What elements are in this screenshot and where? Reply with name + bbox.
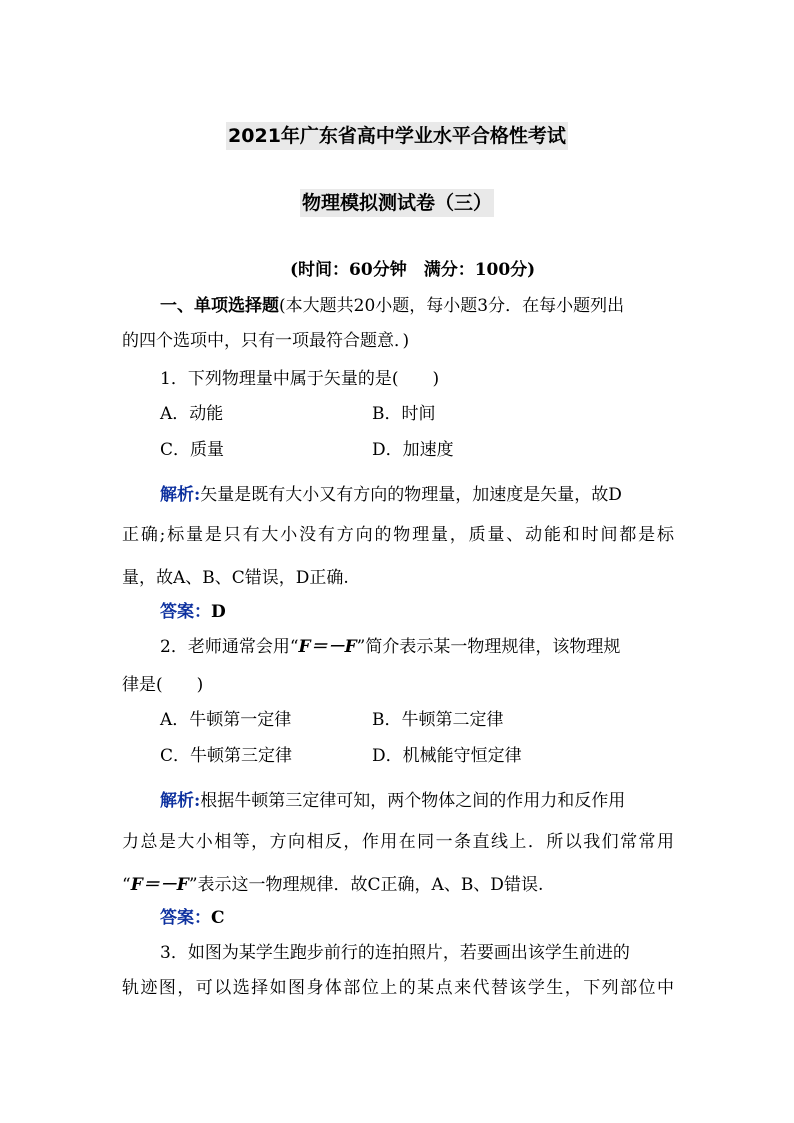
answer-label: 答案： xyxy=(160,908,211,928)
section-note-cont: 的四个选项中，只有一项最符合题意．) xyxy=(122,331,410,351)
answer-label: 答案： xyxy=(160,602,211,622)
formula: F＝－F xyxy=(130,875,189,895)
q2-analysis-line2: 力总是大小相等，方向相反，作用在同一条直线上．所以我们常常用 xyxy=(122,832,674,852)
q1-option-b: B．时间 xyxy=(372,404,436,424)
exam-title: 2021年广东省高中学业水平合格性考试 xyxy=(0,121,794,148)
q1-answer xyxy=(160,597,226,622)
q1-option-c: C．质量 xyxy=(160,440,225,460)
paper-title: 物理模拟测试卷（三） xyxy=(0,188,794,215)
answer-value: D xyxy=(211,602,226,622)
formula: F＝－F xyxy=(298,637,357,657)
q1-option-a: A．动能 xyxy=(160,404,224,424)
section-heading: 一、单项选择题 xyxy=(160,296,279,316)
question-3-stem: 3．如图为某学生跑步前行的连拍照片，若要画出该学生前进的 xyxy=(160,943,630,963)
answer-value: C xyxy=(211,908,225,928)
q2-answer xyxy=(160,903,225,928)
q1-analysis-line2: 正确;标量是只有大小没有方向的物理量，质量、动能和时间都是标 xyxy=(122,525,674,545)
q1-analysis-line1: 解析:矢量是既有大小又有方向的物理量，加速度是矢量，故D xyxy=(160,485,622,505)
q1-analysis-line3: 量，故A、B、C错误，D正确. xyxy=(122,568,349,588)
question-3-stem-cont: 轨迹图，可以选择如图身体部位上的某点来代替该学生，下列部位中 xyxy=(122,978,674,998)
q2-analysis-line3: “F＝－F”表示这一物理规律．故C正确，A、B、D错误. xyxy=(122,875,544,895)
q2-option-c: C．牛顿第三定律 xyxy=(160,746,293,766)
q1-option-d: D．加速度 xyxy=(372,440,454,460)
q2-option-b: B．牛顿第二定律 xyxy=(372,710,504,730)
question-1-stem: 1．下列物理量中属于矢量的是( ) xyxy=(160,369,440,389)
section-heading-line xyxy=(160,291,624,316)
q2-option-d: D．机械能守恒定律 xyxy=(372,746,522,766)
analysis-label: 解析: xyxy=(160,791,201,811)
q2-option-a: A．牛顿第一定律 xyxy=(160,710,292,730)
analysis-label: 解析: xyxy=(160,485,201,505)
question-2-stem-cont: 律是( ) xyxy=(122,675,204,695)
q2-analysis-line1: 解析:根据牛顿第三定律可知，两个物体之间的作用力和反作用 xyxy=(160,791,626,811)
question-2-stem: 2．老师通常会用“F＝－F”简介表示某一物理规律，该物理规 xyxy=(160,637,621,657)
section-note: (本大题共20小题，每小题3分．在每小题列出 xyxy=(279,296,625,316)
exam-info: (时间：60分钟 满分：100分) xyxy=(290,260,536,280)
